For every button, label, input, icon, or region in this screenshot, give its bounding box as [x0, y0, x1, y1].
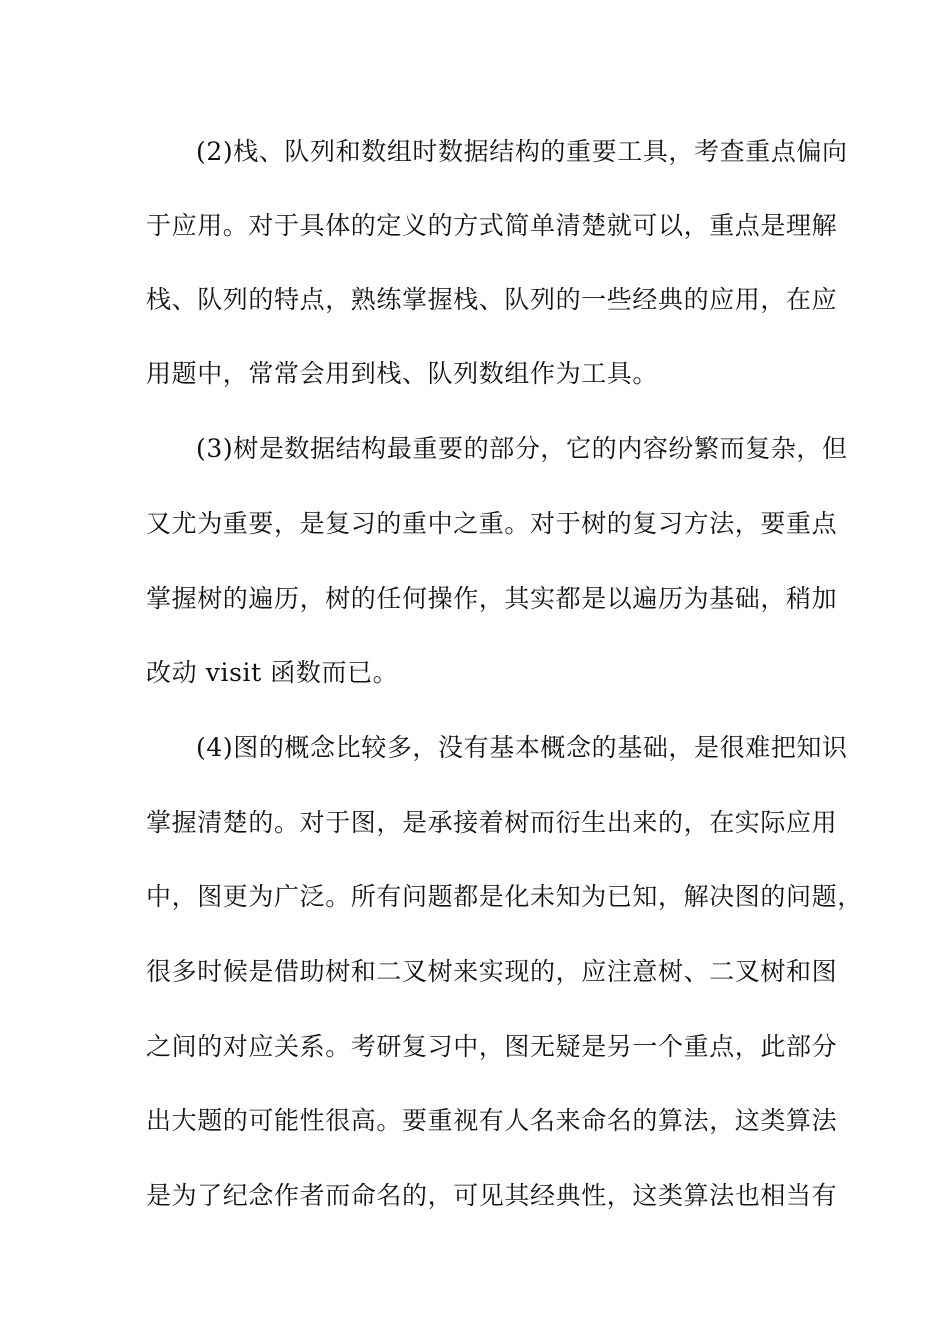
- paragraph-3-line-1: (3)树是数据结构最重要的部分，它的内容纷繁而复杂，但: [196, 434, 848, 463]
- paragraph-2-line-3: 栈、队列的特点，熟练掌握栈、队列的一些经典的应用，在应: [146, 285, 838, 314]
- paragraph-4-line-7: 是为了纪念作者而命名的，可见其经典性，这类算法也相当有: [146, 1181, 838, 1210]
- paragraph-4-line-3: 中，图更为广泛。所有问题都是化未知为已知，解决图的问题，: [146, 882, 863, 911]
- paragraph-4-line-2: 掌握清楚的。对于图，是承接着树而衍生出来的，在实际应用: [146, 808, 838, 837]
- paragraph-3-line-3: 掌握树的遍历，树的任何操作，其实都是以遍历为基础，稍加: [146, 584, 838, 613]
- paragraph-2-line-4: 用题中，常常会用到栈、队列数组作为工具。: [146, 359, 659, 388]
- paragraph-3-line-2: 又尤为重要，是复习的重中之重。对于树的复习方法，要重点: [146, 509, 838, 538]
- paragraph-4-line-1: (4)图的概念比较多，没有基本概念的基础，是很难把知识: [196, 733, 848, 762]
- paragraph-4-line-5: 之间的对应关系。考研复习中，图无疑是另一个重点，此部分: [146, 1032, 838, 1061]
- paragraph-3-line-4: 改动 visit 函数而已。: [146, 658, 399, 687]
- paragraph-2-line-2: 于应用。对于具体的定义的方式简单清楚就可以，重点是理解: [146, 211, 838, 240]
- paragraph-2-line-1: (2)栈、队列和数组时数据结构的重要工具，考查重点偏向: [196, 137, 848, 166]
- paragraph-4-line-6: 出大题的可能性很高。要重视有人名来命名的算法，这类算法: [146, 1106, 838, 1135]
- paragraph-4-line-4: 很多时候是借助树和二叉树来实现的，应注意树、二叉树和图: [146, 957, 838, 986]
